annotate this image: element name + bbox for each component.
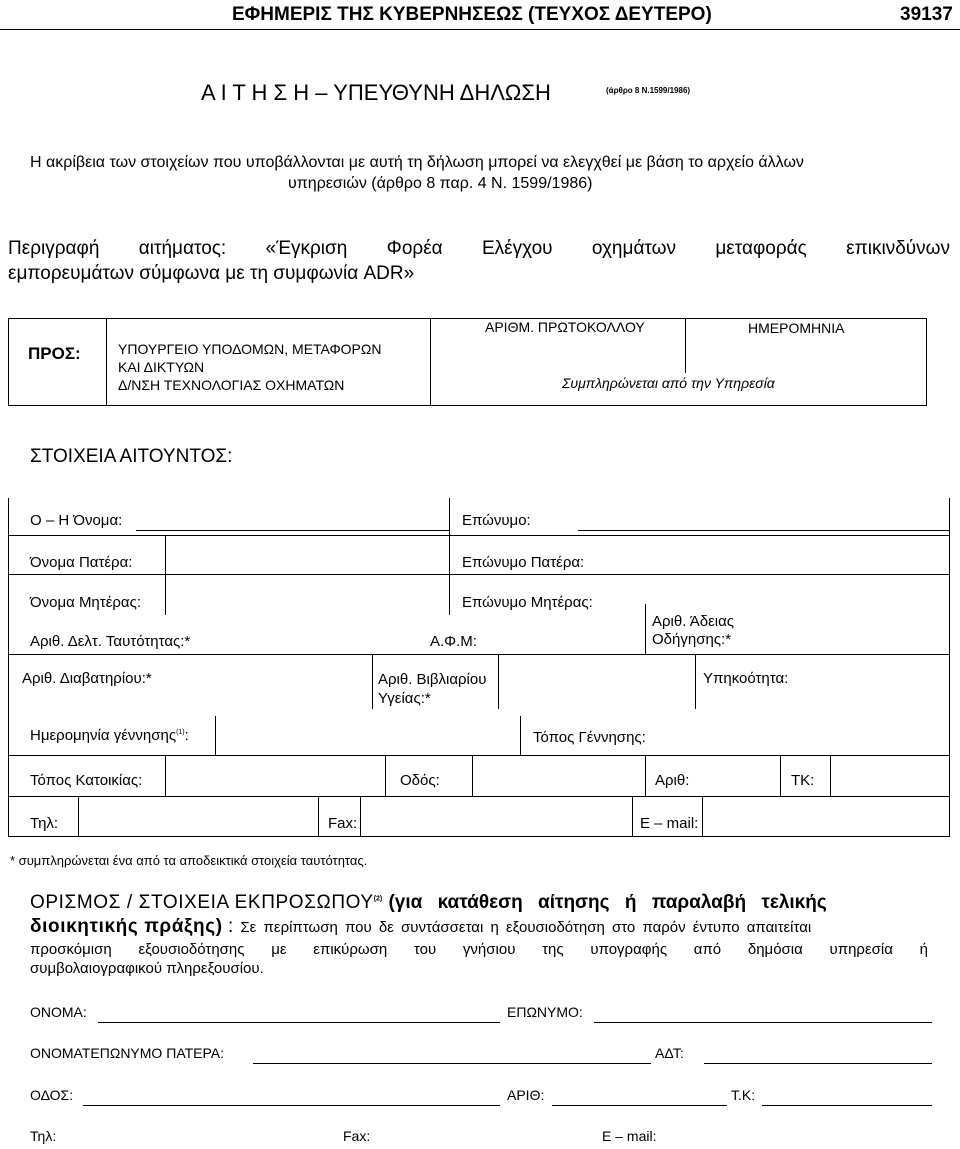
grid-divider — [78, 796, 79, 836]
applicant-name-field[interactable] — [136, 530, 449, 531]
header-rule — [0, 29, 960, 30]
grid-divider — [498, 654, 499, 709]
rep-number-label: ΑΡΙΘ: — [507, 1087, 545, 1103]
birth-date-label: Ημερομηνία γέννησης$^{(1)}$: — [30, 727, 189, 744]
request-description-line2: εμπορευμάτων σύμφωνα με τη συμφωνία ADR» — [8, 263, 415, 284]
grid-divider — [215, 716, 216, 755]
health-booklet-line2: Υγείας:* — [378, 690, 431, 707]
applicant-surname-label: Επώνυμο: — [462, 512, 531, 529]
residence-label: Τόπος Κατοικίας: — [30, 772, 143, 789]
rep-name-field[interactable] — [98, 1022, 500, 1023]
rep-number-field[interactable] — [552, 1105, 727, 1106]
grid-divider — [645, 756, 646, 796]
form-title: Α Ι Τ Η Σ Η – ΥΠΕΥΘΥΝΗ ΔΗΛΩΣΗ — [201, 80, 551, 105]
grid-divider — [520, 716, 521, 755]
citizenship-label: Υπηκοότητα: — [703, 670, 789, 687]
row-separator — [8, 836, 950, 837]
row-separator — [8, 755, 950, 756]
rep-street-label: ΟΔΟΣ: — [30, 1087, 74, 1103]
rep-id-label: ΑΔΤ: — [655, 1045, 684, 1061]
street-label: Οδός: — [400, 772, 440, 789]
grid-divider — [645, 604, 646, 655]
grid-divider — [830, 756, 831, 796]
footnote-2-marker: (2) — [373, 895, 383, 903]
health-booklet-line1: Αριθ. Βιβλιαρίου — [378, 671, 487, 688]
id-number-label: Αριθ. Δελτ. Ταυτότητας:* — [30, 633, 191, 650]
service-note: Συμπληρώνεται από την Υπηρεσία — [562, 375, 775, 391]
grid-divider — [695, 654, 696, 709]
rep-name-label: ΟΝΟΜΑ: — [30, 1004, 87, 1020]
grid-divider — [165, 535, 166, 615]
father-surname-label: Επώνυμο Πατέρα: — [462, 554, 585, 571]
applicant-name-label: Ο – Η Όνομα: — [30, 512, 123, 529]
law-reference: (άρθρο 8 Ν.1599/1986) — [606, 86, 691, 95]
rep-surname-label: ΕΠΩΝΥΜΟ: — [507, 1004, 583, 1020]
grid-divider — [372, 654, 373, 709]
rep-postal-label: Τ.Κ: — [731, 1087, 756, 1103]
protocol-divider — [430, 318, 431, 405]
rep-father-field[interactable] — [253, 1063, 651, 1064]
recipient-label: ΠΡΟΣ: — [28, 344, 81, 363]
mother-name-label: Όνομα Μητέρας: — [30, 594, 141, 611]
rep-phone-label: Τηλ: — [30, 1128, 57, 1144]
rep-email-label: Ε – mail: — [602, 1128, 657, 1144]
birth-place-label: Τόπος Γέννησης: — [533, 729, 646, 746]
rep-surname-field[interactable] — [594, 1022, 932, 1023]
row-separator — [8, 535, 950, 536]
footnote-1-marker: (1) — [176, 729, 185, 736]
applicant-heading: ΣΤΟΙΧΕΙΑ ΑΙΤΟΥΝΤΟΣ: — [30, 446, 233, 467]
request-description-line1: Περιγραφή αιτήματος: «Έγκριση Φορέα Ελέγχου οχημάτων μεταφοράς επικινδύνων — [8, 238, 950, 259]
representative-text-line2: προσκόμιση εξουσιοδότησης με επικύρωση του γνήσιου της υπογραφής από δημόσια υπηρεσία ή — [30, 941, 928, 958]
identity-footnote: * συμπληρώνεται ένα από τα αποδεικτικά στοιχεία ταυτότητας. — [10, 853, 368, 868]
grid-right-border — [949, 498, 950, 836]
grid-divider — [702, 796, 703, 836]
tax-id-label: Α.Φ.Μ: — [430, 633, 477, 650]
recipient-divider — [106, 318, 107, 405]
rep-father-label: ΟΝΟΜΑΤΕΠΩΝΥΜΟ ΠΑΤΕΡΑ: — [30, 1045, 225, 1061]
rep-street-field[interactable] — [83, 1105, 500, 1106]
grid-left-border — [8, 498, 9, 836]
father-name-label: Όνομα Πατέρα: — [30, 554, 133, 571]
accuracy-notice-line1: Η ακρίβεια των στοιχείων που υποβάλλονται με αυτή τη δήλωση μπορεί να ελεγχθεί με βάση το αρχείο άλλων — [30, 154, 804, 171]
recipient-line3: Δ/ΝΣΗ ΤΕΧΝΟΛΟΓΙΑΣ ΟΧΗΜΑΤΩΝ — [118, 377, 345, 393]
grid-divider — [449, 498, 450, 615]
representative-heading-line2: διοικητικής πράξης) : Σε περίπτωση που δε συντάσσεται η εξουσιοδότηση στο παρόν έντυπο απαιτείται — [30, 916, 812, 937]
grid-divider — [780, 756, 781, 796]
representative-heading-line1: ΟΡΙΣΜΟΣ / ΣΤΟΙΧΕΙΑ ΕΚΠΡΟΣΩΠΟΥ$^{(2)}$ (για κατάθεση αίτησης ή παραλαβή τελικής — [30, 892, 827, 913]
email-label: Ε – mail: — [640, 815, 699, 832]
row-separator — [8, 654, 950, 655]
grid-divider — [360, 796, 361, 836]
grid-divider — [385, 756, 386, 796]
date-divider — [685, 318, 686, 373]
license-label-line2: Οδήγησης:* — [652, 631, 732, 648]
page-number: 39137 — [900, 4, 953, 25]
postal-code-label: ΤΚ: — [791, 772, 815, 789]
fax-label: Fax: — [328, 815, 358, 832]
protocol-number-label: ΑΡΙΘΜ. ΠΡΩΤΟΚΟΛΛΟΥ — [485, 319, 645, 335]
grid-divider — [472, 756, 473, 796]
grid-divider — [318, 796, 319, 836]
passport-label: Αριθ. Διαβατηρίου:* — [22, 670, 152, 687]
representative-text-line3: συμβολαιογραφικού πληρεξουσίου. — [30, 960, 264, 977]
rep-id-field[interactable] — [704, 1063, 932, 1064]
rep-fax-label: Fax: — [343, 1128, 371, 1144]
date-label: ΗΜΕΡΟΜΗΝΙΑ — [748, 320, 845, 336]
grid-divider — [165, 756, 166, 796]
license-label-line1: Αριθ. Άδειας — [652, 613, 735, 630]
accuracy-notice-line2: υπηρεσιών (άρθρο 8 παρ. 4 Ν. 1599/1986) — [288, 175, 593, 192]
rep-postal-field[interactable] — [762, 1105, 932, 1106]
applicant-surname-field[interactable] — [578, 530, 950, 531]
gazette-title: ΕΦΗΜΕΡΙΣ ΤΗΣ ΚΥΒΕΡΝΗΣΕΩΣ (ΤΕΥΧΟΣ ΔΕΥΤΕΡΟ) — [232, 4, 712, 25]
phone-label: Τηλ: — [30, 815, 59, 832]
street-number-label: Αριθ: — [655, 772, 690, 789]
row-separator — [8, 796, 950, 797]
grid-divider — [632, 796, 633, 836]
recipient-line1: ΥΠΟΥΡΓΕΙΟ ΥΠΟΔΟΜΩΝ, ΜΕΤΑΦΟΡΩΝ — [118, 341, 382, 357]
recipient-line2: ΚΑΙ ΔΙΚΤΥΩΝ — [118, 359, 205, 375]
mother-surname-label: Επώνυμο Μητέρας: — [462, 594, 593, 611]
row-separator — [8, 574, 950, 575]
